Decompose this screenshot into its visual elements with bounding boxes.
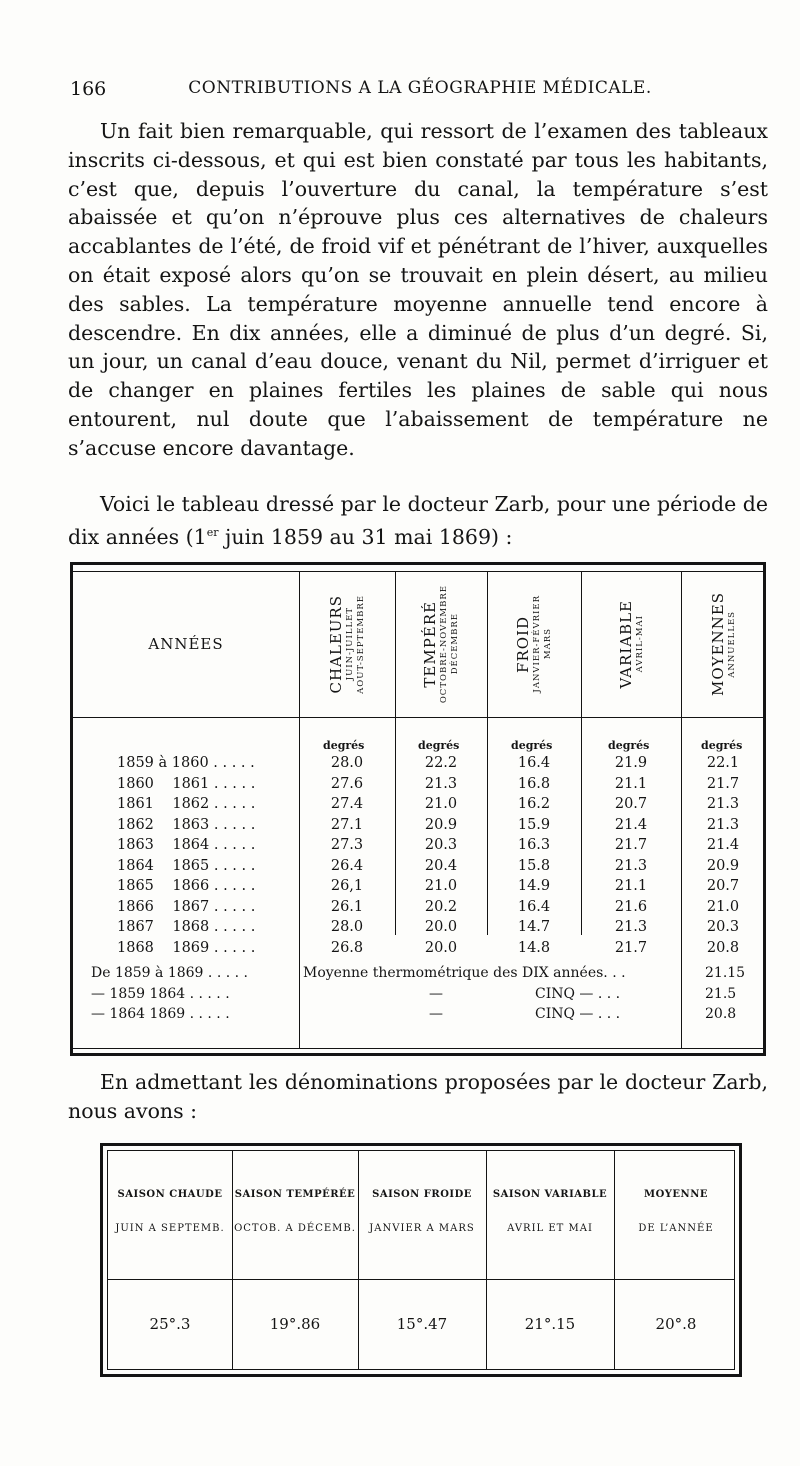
row-years: 1866 1867 . . . . .	[117, 898, 256, 915]
row-value: 27.6	[330, 775, 364, 792]
header-sub: ANNUELLES	[727, 610, 737, 678]
table-top-rule	[73, 571, 763, 572]
row-years: 1868 1869 . . . . .	[117, 939, 256, 956]
row-value: 22.2	[424, 755, 458, 771]
row-value: 20.7	[614, 796, 648, 812]
row-value: 20.3	[706, 919, 740, 935]
row-value: 20.7	[706, 878, 740, 894]
row-value: 21.0	[706, 898, 740, 915]
header-title: FROID	[514, 615, 532, 673]
header-sub: OCTOBRE-NOVEMBRE	[439, 584, 449, 704]
row-value: 21.3	[706, 816, 740, 833]
summary-years: — 1864 1869 . . . . .	[91, 1006, 230, 1022]
column-divider	[358, 1151, 359, 1369]
row-value: 20.2	[424, 898, 458, 915]
paragraph-intro-text: Un fait bien remarquable, qui ressort de l’examen des tableaux inscrits ci-dessous, et qui est bien constaté par tous les habitants, c’est que, depuis l’ouverture du canal, la température s’est abaissée et qu’on n’éprouve plus ces alternatives de chaleurs accablantes de l’été, de froid vif et pénétrant de l’hiver, auxquelles on était exposé alors qu’on se trouvait en plein désert, au milieu des sables. La température moyenne annuelle tend encore à descendre. En dix années, elle a diminué de plus d’un degré. Si, un jour, un canal d’eau douce, venant du Nil, permet d’irriguer et de changer en plaines fertiles les plaines de sable qui nous entourent, nul doute que l’abaissement de température ne s’accuse encore davantage.	[68, 119, 768, 460]
paragraph-intro	[68, 117, 768, 463]
seasons-table-inner	[107, 1150, 735, 1370]
row-value: 26.4	[330, 857, 364, 874]
season-sub: DE L’ANNÉE	[638, 1223, 714, 1234]
summary-value: 20.8	[705, 1006, 737, 1022]
header-title: TEMPÉRÉ	[421, 600, 439, 688]
row-value: 27.4	[330, 796, 364, 812]
row-value: 20.4	[424, 857, 458, 874]
header-sub: AVRIL-MAI	[634, 615, 645, 673]
unit-label: degrés	[511, 739, 553, 752]
row-value: 21.0	[424, 796, 458, 812]
row-value: 21.4	[614, 816, 648, 833]
row-value: 20.9	[424, 816, 458, 833]
header-variable	[581, 575, 681, 713]
row-value: 21.0	[424, 878, 458, 894]
row-value: 15.9	[517, 816, 551, 833]
summary-dash: —	[429, 985, 443, 1002]
table-row	[73, 899, 763, 920]
table-row	[73, 878, 763, 899]
row-value: 16.2	[517, 796, 551, 812]
header-sub: DÉCEMBRE	[450, 613, 460, 675]
page-number: 166	[70, 78, 107, 100]
row-years: 1865 1866 . . . . .	[117, 878, 256, 894]
column-divider	[614, 1151, 615, 1369]
row-value: 20.0	[424, 919, 458, 935]
row-value: 26,1	[330, 878, 364, 894]
header-chaleurs	[299, 575, 395, 713]
row-value: 14.7	[517, 919, 551, 935]
season-value: 25°.3	[149, 1315, 191, 1333]
row-value: 20.3	[424, 837, 458, 853]
row-years: 1864 1865 . . . . .	[117, 857, 256, 874]
row-value: 20.9	[706, 857, 740, 874]
row-value: 27.3	[330, 837, 364, 853]
row-value: 21.7	[614, 837, 648, 853]
row-value: 21.6	[614, 898, 648, 915]
season-label: SAISON TEMPÉRÉE	[234, 1189, 356, 1200]
table-row	[73, 817, 763, 838]
row-value: 21.1	[614, 878, 648, 894]
paragraph-denominations	[68, 1068, 768, 1126]
table-header-separator	[73, 717, 763, 718]
row-value: 15.8	[517, 857, 551, 874]
annees-header: ANNÉES	[148, 635, 224, 653]
season-label: MOYENNE	[644, 1189, 708, 1200]
row-value: 14.9	[517, 878, 551, 894]
row-value: 21.3	[424, 775, 458, 792]
header-sub: JANVIER-FÉVRIER	[532, 595, 542, 693]
row-years: 1861 1862 . . . . .	[117, 796, 256, 812]
summary-word: CINQ — . . .	[535, 1006, 621, 1022]
summary-rows	[73, 965, 763, 1027]
unit-label: degrés	[608, 739, 650, 752]
paragraph-denominations-text: En admettant les dénominations proposées par le docteur Zarb, nous avons :	[68, 1070, 768, 1123]
summary-row	[73, 965, 763, 986]
row-value: 16.3	[517, 837, 551, 853]
row-years: 1862 1863 . . . . .	[117, 816, 256, 833]
header-sub: MARS	[543, 628, 553, 660]
table-row	[73, 776, 763, 797]
table-row	[73, 796, 763, 817]
row-value: 16.4	[517, 898, 551, 915]
season-value: 15°.47	[396, 1315, 448, 1333]
table-row	[73, 858, 763, 879]
table-row	[73, 837, 763, 858]
row-value: 28.0	[330, 919, 364, 935]
season-label: SAISON CHAUDE	[117, 1189, 223, 1200]
row-value: 16.8	[517, 775, 551, 792]
header-title: VARIABLE	[616, 599, 635, 689]
row-value: 20.0	[424, 939, 458, 956]
column-divider	[486, 1151, 487, 1369]
superscript-er: er	[206, 525, 219, 539]
row-value: 26.8	[330, 939, 364, 956]
row-value: 27.1	[330, 816, 364, 833]
summary-value: 21.5	[705, 985, 737, 1002]
unit-label: degrés	[418, 739, 460, 752]
season-sub: JUIN A SEPTEMB.	[115, 1223, 225, 1234]
table-row	[73, 755, 763, 776]
season-value: 19°.86	[269, 1315, 321, 1333]
page-header	[70, 78, 770, 108]
seasons-table-separator	[108, 1279, 734, 1280]
summary-value: 21.15	[705, 965, 746, 981]
row-value: 22.1	[706, 755, 740, 771]
row-value: 21.3	[614, 857, 648, 874]
header-title: MOYENNES	[709, 592, 727, 696]
table-row	[73, 919, 763, 940]
header-sub: JUIN-JUILLET	[345, 607, 355, 681]
header-tempere	[395, 575, 487, 713]
row-value: 16.4	[517, 755, 551, 771]
row-value: 28.0	[330, 755, 364, 771]
summary-row	[73, 1006, 763, 1027]
row-value: 26.1	[330, 898, 364, 915]
row-value: 21.3	[706, 796, 740, 812]
row-value: 21.7	[614, 939, 648, 956]
unit-label: degrés	[701, 739, 743, 752]
row-years: 1863 1864 . . . . .	[117, 837, 256, 853]
summary-years: De 1859 à 1869 . . . . .	[91, 965, 248, 981]
column-divider	[232, 1151, 233, 1369]
season-sub: AVRIL ET MAI	[507, 1223, 593, 1234]
row-value: 20.8	[706, 939, 740, 956]
row-value: 21.9	[614, 755, 648, 771]
season-value: 21°.15	[524, 1315, 576, 1333]
season-value: 20°.8	[655, 1315, 697, 1333]
temperature-table	[70, 562, 766, 1056]
summary-word: CINQ — . . .	[535, 985, 621, 1002]
row-value: 21.4	[706, 837, 740, 853]
seasons-table	[100, 1143, 742, 1377]
header-froid	[487, 575, 581, 713]
header-moyennes	[681, 575, 766, 713]
season-sub: OCTOB. A DÉCEMB.	[234, 1223, 356, 1234]
table-bottom-rule	[73, 1048, 763, 1049]
row-years: 1859 à 1860 . . . . .	[117, 755, 255, 771]
row-years: 1867 1868 . . . . .	[117, 919, 256, 935]
running-title: CONTRIBUTIONS A LA GÉOGRAPHIE MÉDICALE.	[188, 78, 652, 98]
paragraph-table-intro	[68, 490, 768, 551]
summary-row	[73, 986, 763, 1007]
season-sub: JANVIER A MARS	[369, 1223, 475, 1234]
row-years: 1860 1861 . . . . .	[117, 775, 256, 792]
paragraph-table-intro-end: juin 1859 au 31 mai 1869) :	[218, 524, 513, 549]
table-rows	[73, 755, 763, 960]
unit-label: degrés	[323, 739, 365, 752]
row-value: 21.7	[706, 775, 740, 792]
paragraph-table-intro-text: Voici le tableau dressé par le docteur Zarb, pour une période de dix années (1	[68, 492, 768, 549]
summary-years: — 1859 1864 . . . . .	[91, 985, 230, 1002]
season-label: SAISON VARIABLE	[492, 1189, 608, 1200]
header-sub: AOUT-SEPTEMBRE	[356, 594, 366, 694]
row-value: 21.3	[614, 919, 648, 935]
row-value: 14.8	[517, 939, 551, 956]
header-title: CHALEURS	[327, 594, 345, 694]
row-value: 21.1	[614, 775, 648, 792]
season-label: SAISON FROIDE	[372, 1189, 472, 1200]
table-row	[73, 940, 763, 961]
summary-dash: —	[429, 1006, 443, 1022]
summary-text: Moyenne thermométrique des DIX années. . .	[303, 965, 626, 981]
